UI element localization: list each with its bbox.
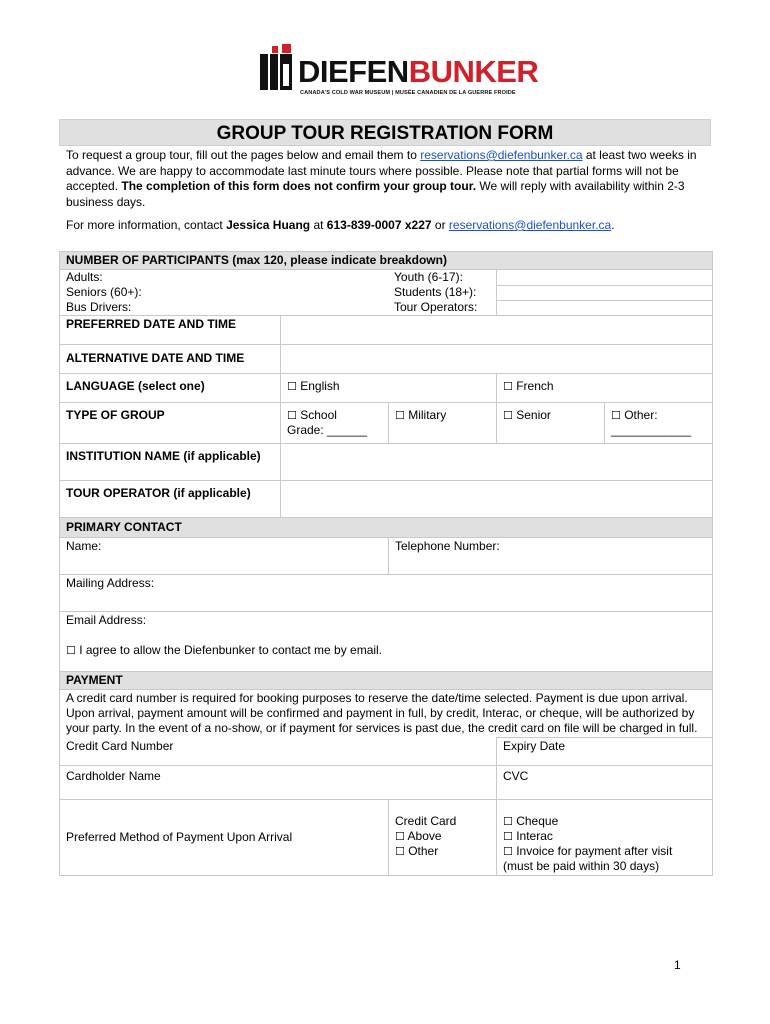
participants-row-1 (60, 270, 713, 286)
primary-contact-header-row (60, 518, 713, 538)
reservations-email-link[interactable]: reservations@diefenbunker.ca (420, 148, 583, 162)
contact-telephone-field[interactable]: Telephone Number: (389, 538, 713, 575)
payment-method-card-options (389, 800, 497, 876)
intro-paragraph-1: To request a group tour, fill out the pages below and email them to reservations@diefenbunker.ca at least two weeks in advance. We are happy to accommodate last minute tours where possible. Please note that partial forms will not be accepted. The completion of this form does not confirm your group tour. We will reply with availability within 2-3 business days. (66, 148, 697, 209)
brand-tagline: CANADA'S COLD WAR MUSEUM | MUSÉE CANADIEN DE LA GUERRE FROIDE (300, 90, 516, 96)
email-consent-option[interactable]: ☐ I agree to allow the Diefenbunker to contact me by email. (66, 643, 383, 657)
payment-header-row (60, 672, 713, 690)
intro-paragraph-2: For more information, contact Jessica Huang at 613-839-0007 x227 or reservations@diefenbunker.ca. (66, 218, 615, 232)
mailing-address-field[interactable]: Mailing Address: (60, 575, 713, 612)
email-address-row (60, 612, 713, 672)
payment-header: PAYMENT (60, 672, 713, 690)
youth-label: Youth (6-17): (394, 270, 463, 284)
participants-header: NUMBER OF PARTICIPANTS (max 120, please indicate breakdown) (60, 252, 713, 270)
preferred-date-label: PREFERRED DATE AND TIME (60, 316, 281, 345)
cvc-field[interactable]: CVC (497, 766, 713, 800)
alternative-date-row (60, 345, 713, 374)
tour-operators-label: Tour Operators: (394, 300, 478, 314)
payment-description: A credit card number is required for booking purposes to reserve the date/time selected. Payment is due upon arrival. Upon arrival, payment amount will be confirmed and payment in full, by credit, Interac, or cheque, will be authorized by your party. In the event of a no-show, or if payment for services is past due, the credit card on file will be charged in full. (60, 690, 713, 738)
bus-drivers-label: Bus Drivers: (66, 300, 132, 314)
checkbox-icon[interactable]: ☐ (395, 409, 405, 422)
payment-method-label: Preferred Method of Payment Upon Arrival (60, 800, 389, 876)
group-type-school-option[interactable]: ☐ School Grade: ______ (281, 403, 389, 444)
expiry-date-field[interactable]: Expiry Date (497, 738, 713, 766)
contact-name: Jessica Huang (226, 218, 311, 232)
cardholder-row (60, 766, 713, 800)
intro-text (66, 148, 711, 234)
checkbox-icon[interactable]: ☐ (503, 815, 513, 828)
group-type-military-option[interactable]: ☐ Military (389, 403, 497, 444)
participants-row-3 (60, 300, 713, 316)
contact-phone: 613-839-0007 x227 (326, 218, 432, 232)
students-label: Students (18+): (394, 285, 477, 299)
grade-field[interactable]: Grade: ______ (287, 423, 368, 437)
card-number-row (60, 738, 713, 766)
page-number: 1 (674, 958, 681, 972)
alternative-date-field[interactable] (281, 345, 713, 374)
card-number-field[interactable]: Credit Card Number (60, 738, 497, 766)
brand-name: DIEFENBUNKER (298, 54, 539, 89)
group-type-other-option[interactable]: ☐ Other: ____________ (605, 403, 713, 444)
checkbox-icon[interactable]: ☐ (395, 830, 405, 843)
language-row (60, 374, 713, 403)
email-address-field[interactable]: Email Address: ☐ I agree to allow the Diefenbunker to contact me by email. (60, 612, 713, 672)
registration-form-table (59, 251, 713, 876)
form-title-bar (59, 119, 711, 146)
payment-text-row (60, 690, 713, 738)
credit-card-label: Credit Card (395, 814, 457, 828)
institution-label: INSTITUTION NAME (if applicable) (60, 444, 281, 481)
checkbox-icon[interactable]: ☐ (503, 380, 513, 393)
checkbox-icon[interactable]: ☐ (503, 830, 513, 843)
reservations-email-link-2[interactable]: reservations@diefenbunker.ca (448, 218, 612, 232)
invoice-option[interactable]: ☐ Invoice for payment after visit (503, 844, 673, 858)
payment-method-other-options (497, 800, 713, 876)
language-english-option[interactable]: ☐ English (281, 374, 497, 403)
alternative-date-label: ALTERNATIVE DATE AND TIME (60, 345, 281, 374)
adults-label: Adults: (66, 270, 103, 284)
payment-method-row (60, 800, 713, 876)
primary-contact-header: PRIMARY CONTACT (60, 518, 713, 538)
checkbox-icon[interactable]: ☐ (287, 380, 297, 393)
mailing-address-row (60, 575, 713, 612)
card-above-option[interactable]: ☐ Above (395, 829, 442, 843)
group-type-label: TYPE OF GROUP (60, 403, 281, 444)
card-other-option[interactable]: ☐ Other (395, 844, 439, 858)
tour-operator-row (60, 481, 713, 518)
interac-option[interactable]: ☐ Interac (503, 829, 553, 843)
checkbox-icon[interactable]: ☐ (503, 409, 513, 422)
other-field[interactable]: ____________ (611, 423, 692, 437)
checkbox-icon[interactable]: ☐ (395, 845, 405, 858)
institution-field[interactable] (281, 444, 713, 481)
cheque-option[interactable]: ☐ Cheque (503, 814, 559, 828)
cardholder-name-field[interactable]: Cardholder Name (60, 766, 497, 800)
diefenbunker-logo (258, 44, 539, 102)
preferred-date-field[interactable] (281, 316, 713, 345)
group-type-row (60, 403, 713, 444)
seniors-label: Seniors (60+): (66, 285, 142, 299)
language-label: LANGUAGE (select one) (60, 374, 281, 403)
tour-operators-count-field[interactable] (497, 300, 713, 316)
language-french-option[interactable]: ☐ French (497, 374, 713, 403)
form-title: GROUP TOUR REGISTRATION FORM (216, 123, 554, 144)
participants-header-row (60, 252, 713, 270)
institution-row (60, 444, 713, 481)
checkbox-icon[interactable]: ☐ (611, 409, 621, 422)
tour-operator-label: TOUR OPERATOR (if applicable) (60, 481, 281, 518)
participants-row-2 (60, 285, 713, 300)
invoice-note: (must be paid within 30 days) (503, 859, 660, 873)
bunker-logo-icon (260, 44, 294, 90)
students-count-field[interactable] (497, 285, 713, 300)
tour-operator-field[interactable] (281, 481, 713, 518)
youth-count-field[interactable] (497, 270, 713, 286)
contact-name-row (60, 538, 713, 575)
contact-name-field[interactable]: Name: (60, 538, 389, 575)
checkbox-icon[interactable]: ☐ (66, 644, 76, 657)
preferred-date-row (60, 316, 713, 345)
checkbox-icon[interactable]: ☐ (503, 845, 513, 858)
group-type-senior-option[interactable]: ☐ Senior (497, 403, 605, 444)
checkbox-icon[interactable]: ☐ (287, 409, 297, 422)
